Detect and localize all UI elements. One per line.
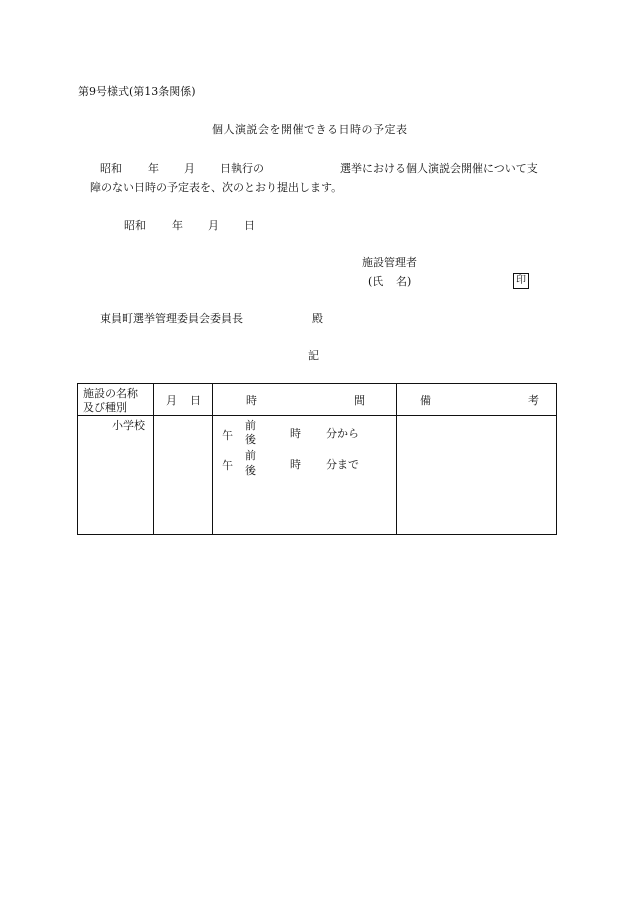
ki-mark: 記 [308, 349, 319, 362]
body-election-text: 選挙における個人演説会開催について支 [340, 162, 538, 175]
document-title: 個人演説会を開催できる日時の予定表 [212, 123, 408, 136]
from-hour: 時 [290, 427, 301, 440]
seal-mark: 印 [513, 273, 529, 289]
from-am-pm: 午 [222, 429, 233, 442]
date-year: 年 [172, 219, 183, 232]
body-day-executed: 日執行の [220, 162, 264, 175]
to-zen: 前 [245, 449, 256, 462]
facility-value: 小学校 [112, 419, 145, 432]
from-go: 後 [245, 433, 256, 446]
body-month-unit: 月 [184, 162, 195, 175]
header-facility-line2: 及び種別 [83, 401, 127, 414]
form-number: 第9号様式(第13条関係) [78, 85, 196, 98]
to-go: 後 [245, 464, 256, 477]
addressee-honorific: 殿 [312, 312, 323, 325]
table-header-divider [78, 415, 556, 416]
body-era: 昭和 [100, 162, 122, 175]
manager-title: 施設管理者 [362, 256, 417, 269]
header-time-right: 間 [354, 394, 365, 407]
header-remarks-right: 考 [528, 394, 539, 407]
table-divider [153, 384, 154, 534]
body-year-unit: 年 [148, 162, 159, 175]
header-time-left: 時 [246, 394, 257, 407]
manager-name-open: (氏 [368, 275, 384, 288]
header-remarks-left: 備 [420, 394, 431, 407]
schedule-table [77, 383, 557, 535]
from-minute: 分から [326, 427, 359, 440]
header-month: 月 [166, 394, 177, 407]
table-divider [212, 384, 213, 534]
date-day: 日 [244, 219, 255, 232]
to-minute: 分まで [326, 458, 359, 471]
from-zen: 前 [245, 419, 256, 432]
to-am-pm: 午 [222, 459, 233, 472]
addressee-name: 東員町選挙管理委員会委員長 [100, 312, 243, 325]
to-hour: 時 [290, 458, 301, 471]
table-divider [396, 384, 397, 534]
header-day: 日 [190, 394, 201, 407]
date-month: 月 [208, 219, 219, 232]
manager-name-close: 名) [396, 275, 412, 288]
header-facility-line1: 施設の名称 [83, 387, 138, 400]
date-era: 昭和 [124, 219, 146, 232]
body-line-2: 障のない日時の予定表を、次のとおり提出します。 [90, 181, 343, 194]
